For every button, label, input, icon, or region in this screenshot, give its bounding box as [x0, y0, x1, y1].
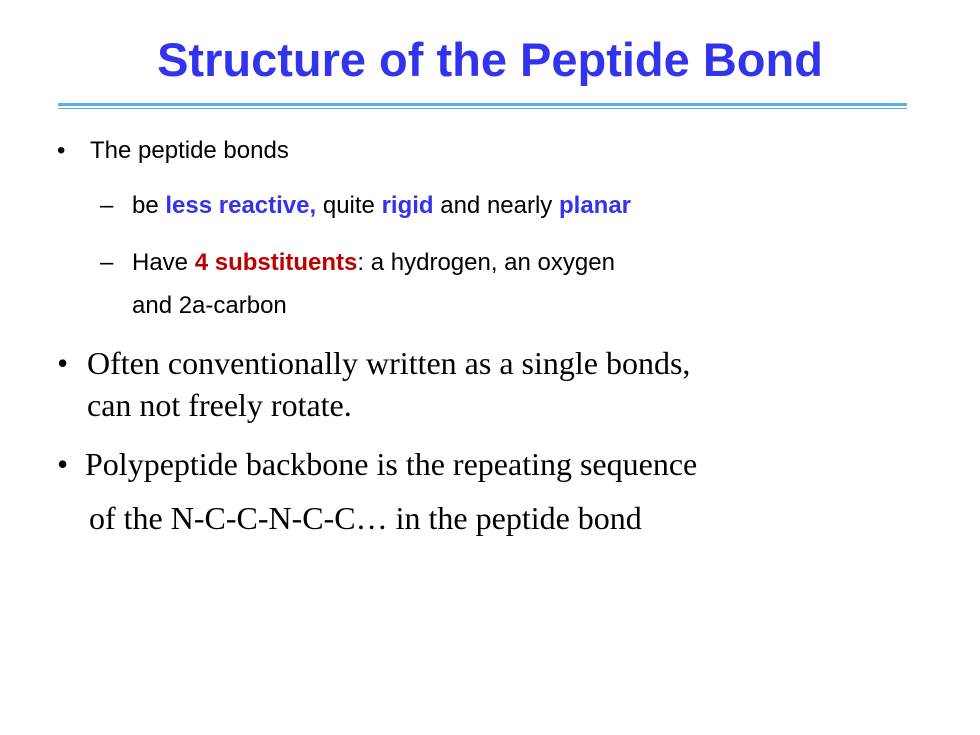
sub-bullet-reactivity [132, 192, 631, 220]
bullet-text-single-bonds: Often conventionally written as a single bonds, [87, 345, 691, 381]
bullet-marker: • [57, 137, 66, 164]
sub-bullet-text: be [132, 192, 166, 219]
sub-bullet-text: : a hydrogen, an oxygen [357, 249, 615, 276]
bullet-text-backbone: Polypeptide backbone is the repeating sequence [85, 446, 698, 482]
highlight-rigid: rigid [381, 192, 434, 219]
sub-bullet-text: Have [132, 249, 195, 276]
bullet-marker: • [57, 345, 69, 381]
highlight-planar: planar [558, 192, 632, 219]
sub-bullet-text: quite [316, 192, 382, 219]
sub-bullet-substituents-continued: and 2a-carbon [132, 292, 287, 319]
highlight-4-substituents: 4 substituents [194, 249, 358, 276]
slide-title: Structure of the Peptide Bond [157, 33, 823, 86]
highlight-less-reactive: less reactive, [165, 192, 317, 219]
sub-bullet-dash: – [100, 249, 114, 276]
bullet-marker: • [57, 446, 69, 482]
sub-bullet-text: and nearly [433, 192, 559, 219]
sub-bullet-dash: – [100, 192, 114, 219]
title-divider-bottom [58, 108, 907, 109]
bullet-text-peptide-bonds: The peptide bonds [90, 137, 289, 164]
title-divider-top [58, 103, 907, 106]
bullet-text-single-bonds-continued: can not freely rotate. [87, 387, 352, 423]
sub-bullet-substituents [132, 249, 615, 277]
bullet-text-backbone-continued: of the N-C-C-N-C-C… in the peptide bond [89, 500, 642, 536]
